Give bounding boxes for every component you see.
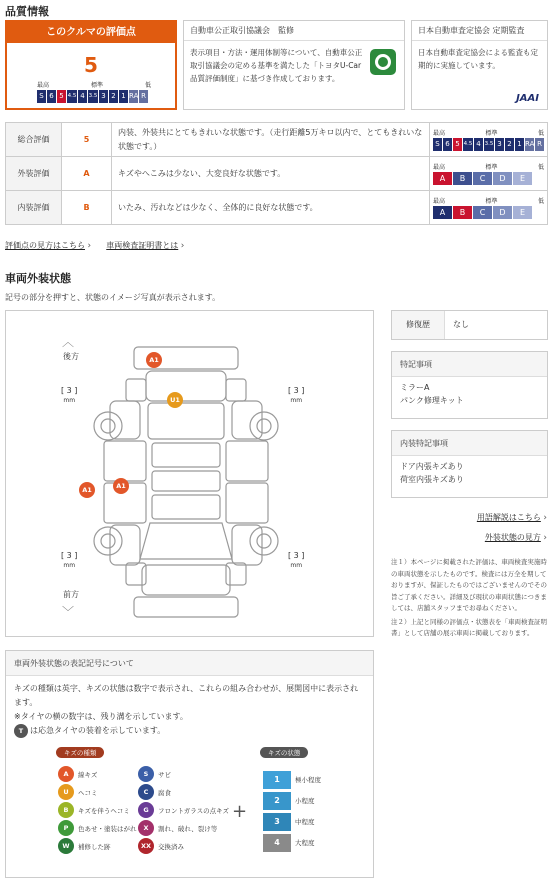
grade-scale-cell: C (473, 172, 492, 185)
grade-scale-cell: A (433, 172, 452, 185)
grade-scale-cell: C (473, 206, 492, 219)
score-scale-cell: 2 (109, 90, 118, 103)
grade-scale-cell: A (433, 206, 452, 219)
grade-scale-cell: S (433, 138, 442, 151)
note-2: 注２）上記と同様の評価点・状態表を「車両検査証明書」として店舗の展示車両に掲載しております。 (391, 617, 547, 637)
repair-history-box (391, 310, 548, 340)
jaaa-heading: 自動車公正取引協議会 監修 (184, 21, 404, 41)
section-title: 品質情報 (5, 5, 49, 18)
kinds-right-list (138, 765, 229, 855)
jaaa-body: 表示項目・方法・運用体制等について、自動車公正取引協議会の定める基準を満たした「トヨタU-Car品質評価制度」に基づき作成しております。 (190, 48, 363, 83)
score-scale-cell: 4 (78, 90, 87, 103)
symbols-box (5, 650, 374, 878)
score-value: 5 (84, 53, 98, 77)
score-scale-cell: S (37, 90, 46, 103)
jaaa-box (183, 20, 405, 110)
damage-state-item (263, 811, 321, 832)
rear-label: 後方 (63, 352, 79, 361)
damage-state-label: 小程度 (295, 797, 315, 805)
terms-link-row (477, 512, 547, 523)
score-card (5, 20, 177, 110)
front-label: 前方 (63, 590, 79, 599)
damage-kind-item (138, 837, 229, 855)
interior-item: ドア内張キズあり (400, 462, 464, 471)
grade-description: 内装、外装共にとてもきれいな状態です。（走行距離5万キロ以内で、とてもきれいな状態です。） (112, 123, 430, 157)
jaai-heading: 日本自動車査定協会 定期監査 (412, 21, 547, 41)
fair-trade-logo-icon (370, 49, 396, 75)
damage-kind-item (58, 783, 137, 801)
damage-state-code: 3 (263, 813, 291, 831)
special-heading: 特記事項 (392, 352, 547, 377)
grade-scale-cell: 2 (505, 138, 514, 151)
grade-scale: 最高 標準 低 S 6 5 4.5 4 3.5 3 2 1 RA R (430, 123, 548, 157)
plus-icon: + (232, 801, 248, 822)
exterior-instruction: 記号の部分を押すと、状態のイメージ写真が表示されます。 (5, 293, 221, 302)
damage-state-code: 1 (263, 771, 291, 789)
terms-link[interactable]: 用語解説はこちら (476, 513, 541, 522)
grade-scale-cell: 4 (474, 138, 483, 151)
score-scale-cell: 4.5 (67, 90, 77, 103)
special-item: パンク修理キット (400, 396, 464, 405)
grade-scale-cell: RA (525, 138, 534, 151)
grade-description: いたみ、汚れなどは少なく、全体的に良好な状態です。 (112, 191, 430, 225)
tire-tread-rear-left: [ 3 ] mm (61, 386, 78, 404)
damage-kind-label: 補修した跡 (78, 842, 111, 851)
damage-kind-label: フロントガラスの点キズ (158, 806, 229, 815)
damage-state-code: 4 (263, 834, 291, 852)
repair-value: なし (453, 320, 469, 329)
damage-kind-code: P (58, 820, 74, 836)
damage-kind-label: ヘコミ (78, 788, 98, 797)
damage-kind-code: U (58, 784, 74, 800)
chevron-right-icon: › (180, 241, 185, 251)
chevron-up-icon: ︿ (62, 335, 75, 349)
damage-kind-label: 色あせ・塗装はがれ (78, 824, 137, 833)
special-item: ミラーA (400, 383, 430, 392)
damage-kind-code: X (138, 820, 154, 836)
damage-state-item (263, 832, 321, 853)
note-1: 注１）本ページに掲載された評価は、車両検査実施時の車両状態を示したものです。検査には万全を期しておりますが、保証したものではございませんのでその旨ご了承ください。詳細及び現状の車両状態につきましては、店舗スタッフまでお尋ねください。 (391, 558, 547, 612)
special-notes-box (391, 351, 548, 419)
ext-link-row (485, 532, 547, 543)
damage-kind-label: 線キズ (78, 770, 98, 779)
interior-notes-box (391, 430, 548, 498)
grade-scale-cell: 5 (453, 138, 462, 151)
exterior-guide-link[interactable]: 外装状態の見方 (484, 533, 541, 542)
score-card-heading: このクルマの評価点 (7, 22, 175, 43)
damage-kind-code: G (138, 802, 154, 818)
exterior-title: 車両外装状態 (5, 272, 71, 285)
score-scale-cell: 5 (57, 90, 66, 103)
damage-kind-label: 腐食 (158, 788, 171, 797)
grade-scale-cell: 1 (515, 138, 524, 151)
chevron-right-icon: › (87, 241, 92, 251)
damage-kind-label: キズを伴うヘコミ (78, 806, 130, 815)
grade-scale-cell: D (493, 206, 512, 219)
grade-scale-cell: 4.5 (463, 138, 473, 151)
grade-value: 5 (62, 123, 112, 157)
states-list (263, 769, 321, 853)
grade-scale-cell: B (453, 172, 472, 185)
grade-scale-cell: 3 (495, 138, 504, 151)
score-scale-cell: 1 (119, 90, 128, 103)
symbols-body-3: は応急タイヤの装着を示しています。 (30, 726, 166, 735)
tire-tread-front-right: [ 3 ] mm (288, 551, 305, 569)
grade-scale-cell: B (453, 206, 472, 219)
damage-kind-item (58, 765, 137, 783)
grade-value: A (62, 157, 112, 191)
damage-kind-code: XX (138, 838, 154, 854)
damage-kind-item (138, 783, 229, 801)
grade-table (5, 122, 548, 225)
damage-state-code: 2 (263, 792, 291, 810)
tire-tread-rear-right: [ 3 ] mm (288, 386, 305, 404)
chevron-down-icon: ﹀ (62, 605, 75, 619)
how-to-read-link[interactable]: 評価点の見方はこちら (5, 241, 85, 250)
jaai-logo: JAAI (516, 93, 539, 104)
car-diagram-box (5, 310, 374, 637)
damage-state-label: 極小程度 (295, 776, 321, 784)
damage-marker-a1-rear[interactable]: A1 (146, 352, 162, 368)
score-scale (37, 90, 151, 103)
kind-heading: キズの種類 (56, 747, 104, 758)
jaai-box (411, 20, 548, 110)
damage-kind-item (138, 765, 229, 783)
certificate-link[interactable]: 車両検査証明書とは (106, 241, 179, 250)
damage-kind-label: 割れ、破れ、裂け等 (158, 824, 218, 833)
damage-state-label: 大程度 (295, 839, 315, 847)
grade-scale-cell: E (513, 206, 532, 219)
damage-kind-code: B (58, 802, 74, 818)
score-scale-cell: R (139, 90, 148, 103)
damage-kind-label: サビ (158, 770, 171, 779)
scale-caption: 最高 標準 低 (37, 82, 151, 89)
grade-value: B (62, 191, 112, 225)
grade-scale-cell: D (493, 172, 512, 185)
grade-scale-cell: R (535, 138, 544, 151)
chevron-right-icon: › (543, 513, 547, 523)
spare-tire-icon: T (14, 724, 28, 738)
damage-kind-code: W (58, 838, 74, 854)
damage-marker-a1-door[interactable]: A1 (113, 478, 129, 494)
grade-label: 内装評価 (6, 191, 62, 225)
damage-state-item (263, 769, 321, 790)
symbols-body-1: キズの種類は英字、キズの状態は数字で表示され、これらの組み合わせが、展開図中に表示されます。 (14, 684, 359, 707)
damage-kind-code: C (138, 784, 154, 800)
score-scale-cell: 6 (47, 90, 56, 103)
symbols-heading: 車両外装状態の表記記号について (6, 651, 373, 676)
kinds-left-list (58, 765, 137, 855)
damage-state-item (263, 790, 321, 811)
damage-state-label: 中程度 (295, 818, 315, 826)
score-scale-cell: 3 (99, 90, 108, 103)
grade-scale: 最高 標準 低 A B C D E (430, 191, 548, 225)
state-heading: キズの状態 (260, 747, 308, 758)
damage-kind-item (138, 801, 229, 819)
grade-row (6, 123, 548, 157)
symbols-body-2: ※タイヤの横の数字は、残り溝を示しています。 (14, 712, 188, 721)
grade-label: 総合評価 (6, 123, 62, 157)
chevron-right-icon: › (543, 533, 547, 543)
score-scale-cell: RA (129, 90, 138, 103)
score-scale-cell: 3.5 (88, 90, 98, 103)
grade-links (5, 240, 184, 251)
damage-kind-item (58, 837, 137, 855)
damage-kind-item (58, 801, 137, 819)
tire-tread-front-left: [ 3 ] mm (61, 551, 78, 569)
jaai-body: 日本自動車査定協会による監査も定期的に実施しています。 (418, 48, 538, 70)
grade-label: 外装評価 (6, 157, 62, 191)
damage-kind-label: 交換済み (158, 842, 184, 851)
grade-row (6, 191, 548, 225)
damage-kind-code: A (58, 766, 74, 782)
damage-kind-item (58, 819, 137, 837)
damage-kind-code: S (138, 766, 154, 782)
grade-description: キズやへこみは少ない、大変良好な状態です。 (112, 157, 430, 191)
notes (391, 557, 548, 640)
damage-marker-a1-left[interactable]: A1 (79, 482, 95, 498)
damage-kind-item (138, 819, 229, 837)
grade-scale: 最高 標準 低 A B C D E (430, 157, 548, 191)
damage-marker-u1[interactable]: U1 (167, 392, 183, 408)
interior-heading: 内装特記事項 (392, 431, 547, 456)
grade-scale-cell: 3.5 (484, 138, 494, 151)
interior-item: 荷室内張キズあり (400, 475, 464, 484)
grade-row (6, 157, 548, 191)
grade-scale-cell: 6 (443, 138, 452, 151)
grade-scale-cell: E (513, 172, 532, 185)
repair-label: 修復歴 (392, 311, 445, 339)
